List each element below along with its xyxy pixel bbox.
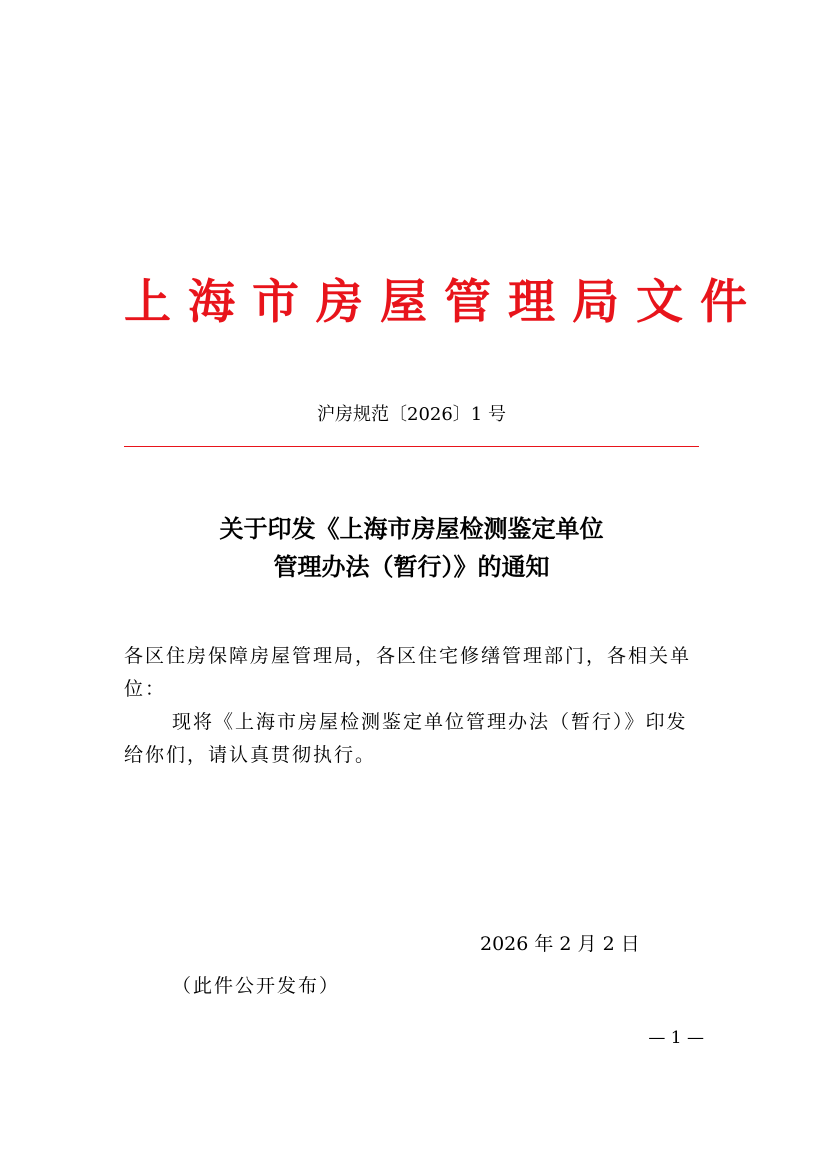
notice-body — [124, 640, 700, 772]
body-paragraph: 现将《上海市房屋检测鉴定单位管理办法（暂行）》印发给你们，请认真贯彻执行。 — [124, 711, 688, 766]
issue-date: 2026 年 2 月 2 日 — [480, 933, 640, 955]
disclosure-note: （此件公开发布） — [172, 975, 341, 997]
notice-title-line-1: 关于印发《上海市房屋检测鉴定单位 — [219, 514, 604, 543]
notice-title-line-2: 管理办法（暂行）》的通知 — [273, 552, 550, 581]
issuer-header: 上海市房屋管理局文件 — [124, 275, 764, 330]
notice-title — [124, 510, 699, 586]
page-number: — 1 — — [648, 1028, 704, 1048]
red-divider — [124, 446, 699, 447]
document-number: 沪房规范〔2026〕1 号 — [317, 404, 506, 425]
addressee: 各区住房保障房屋管理局，各区住宅修缮管理部门，各相关单位： — [124, 645, 692, 700]
